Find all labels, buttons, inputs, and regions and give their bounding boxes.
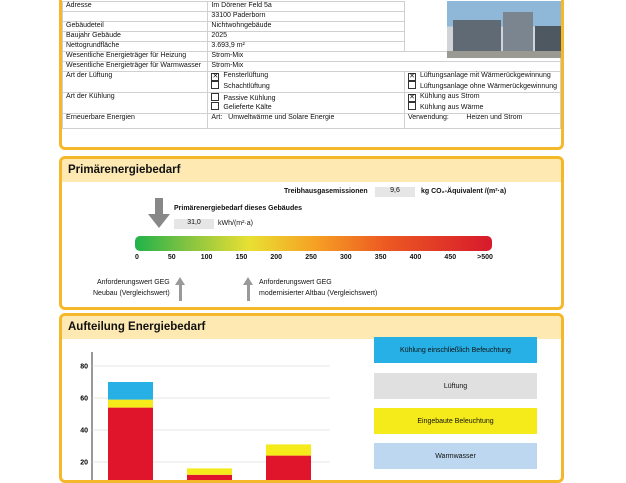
lueftung-options-right [405,72,561,93]
scale-tick-label: >500 [477,254,493,261]
bar-segment [266,456,311,483]
verwendung-value: Heizen und Strom [466,114,523,121]
row-value: Strom-Mix [208,62,561,72]
y-tick-label: 60 [80,395,88,403]
row-value: 3.693,9 m² [208,42,405,52]
option-label: Gelieferte Kälte [223,104,272,111]
scale-tick-label: 50 [167,254,176,261]
scale-tick-label: 300 [340,254,352,261]
option-label: Fensterlüftung [223,72,269,79]
checkbox-icon [211,93,219,101]
bedarf-unit: kWh/(m²·a) [218,220,253,227]
bar-segment [108,408,153,483]
checked-box-icon: ✕ [212,73,219,80]
legend-lueftung [374,373,537,399]
legend-warmwasser [374,443,537,469]
checkbox-icon [211,81,219,89]
option-label: Lüftungsanlage mit Wärmerückgewinnung [420,72,551,79]
section-title: Primärenergiebedarf [62,159,561,182]
arrow-up-icon [175,277,185,285]
row-value: 33100 Paderborn [208,12,405,22]
y-tick-label: 80 [80,363,88,371]
building-photo [447,1,564,58]
checkbox-icon [408,102,416,110]
scale-tick-label: 350 [374,254,387,261]
art-label: Art: [211,114,223,121]
row-label: Wesentliche Energieträger für Warmwasser [63,62,208,72]
bar-segment [187,475,232,483]
kuehlung-options-left [208,93,405,114]
bar-segment [266,444,311,455]
erneuerbar-art [208,114,405,129]
scale-tick-label: 100 [200,254,213,261]
legend-label: Warmwasser [435,452,476,460]
legend-label: Eingebaute Beleuchtung [417,417,494,425]
legend-kuehlung [374,337,537,363]
ref2-line2: modernisierter Altbau (Vergleichswert) [259,290,378,297]
primaerenergie-panel [59,156,564,310]
scale-tick-label: 200 [270,254,283,261]
legend-beleuchtung [374,408,537,434]
thg-value: 9,6 [375,187,415,197]
arrow-down-icon [148,198,170,228]
checked-box-icon: ✕ [409,94,415,101]
checkbox-icon [211,102,219,110]
legend-label: Kühlung einschließlich Befeuchtung [400,346,511,354]
building-info-panel [59,0,564,150]
checked-box-icon: ✕ [409,73,415,80]
energy-scale-bar [135,236,492,251]
erneuerbar-verwendung [405,114,561,129]
row-label [63,12,208,22]
checkbox-icon [408,81,416,89]
y-tick-label: 40 [80,427,88,435]
arrow-up-icon [243,277,253,285]
energy-breakdown-chart [62,340,362,483]
row-label: Art der Kühlung [63,93,208,114]
row-value: 2025 [208,32,405,42]
scale-tick-label: 150 [235,254,248,261]
bar-segment [108,400,153,408]
table-row [63,114,561,129]
thg-label: Treibhausgasemissionen [284,188,368,195]
scale-tick-label: 400 [409,254,422,261]
verwendung-label: Verwendung: [408,114,449,121]
thg-unit: kg CO₂-Äquivalent /(m²·a) [421,188,507,195]
row-label: Baujahr Gebäude [63,32,208,42]
row-label: Wesentliche Energieträger für Heizung [63,52,208,62]
ref2-line1: Anforderungswert GEG [259,279,332,286]
table-row [63,72,561,93]
row-label: Art der Lüftung [63,72,208,93]
row-label: Adresse [63,2,208,12]
scale-tick-label: 450 [444,254,457,261]
option-label: Lüftungsanlage ohne Wärmerückgewinnung [420,83,557,90]
ref1-line2: Neubau (Vergleichswert) [93,290,170,297]
scale-tick-label: 0 [135,254,139,261]
row-value: Nichtwohngebäude [208,22,405,32]
table-row [63,62,561,72]
table-row [63,93,561,114]
scale-tick-label: 250 [305,254,317,261]
bar-segment [187,468,232,474]
aufteilung-panel [59,313,564,483]
row-value: Strom-Mix [208,52,561,62]
row-label: Nettogrundfläche [63,42,208,52]
bedarf-value: 31,0 [174,219,214,229]
ref1-line1: Anforderungswert GEG [97,279,170,286]
kuehlung-options-right [405,93,561,114]
lueftung-options-left [208,72,405,93]
bedarf-label: Primärenergiebedarf dieses Gebäudes [174,205,302,212]
bar-segment [108,382,153,400]
option-label: Kühlung aus Strom [420,93,480,100]
option-label: Kühlung aus Wärme [420,104,484,111]
legend-label: Lüftung [443,382,468,390]
row-label: Erneuerbare Energien [63,114,208,129]
row-label: Gebäudeteil [63,22,208,32]
option-label: Passive Kühlung [223,95,276,102]
y-tick-label: 20 [80,459,88,467]
row-value: Im Dörener Feld 5a [208,2,405,12]
section-title: Aufteilung Energiebedarf [62,316,561,339]
art-value: Umweltwärme und Solare Energie [228,114,335,121]
option-label: Schachtlüftung [223,83,270,90]
